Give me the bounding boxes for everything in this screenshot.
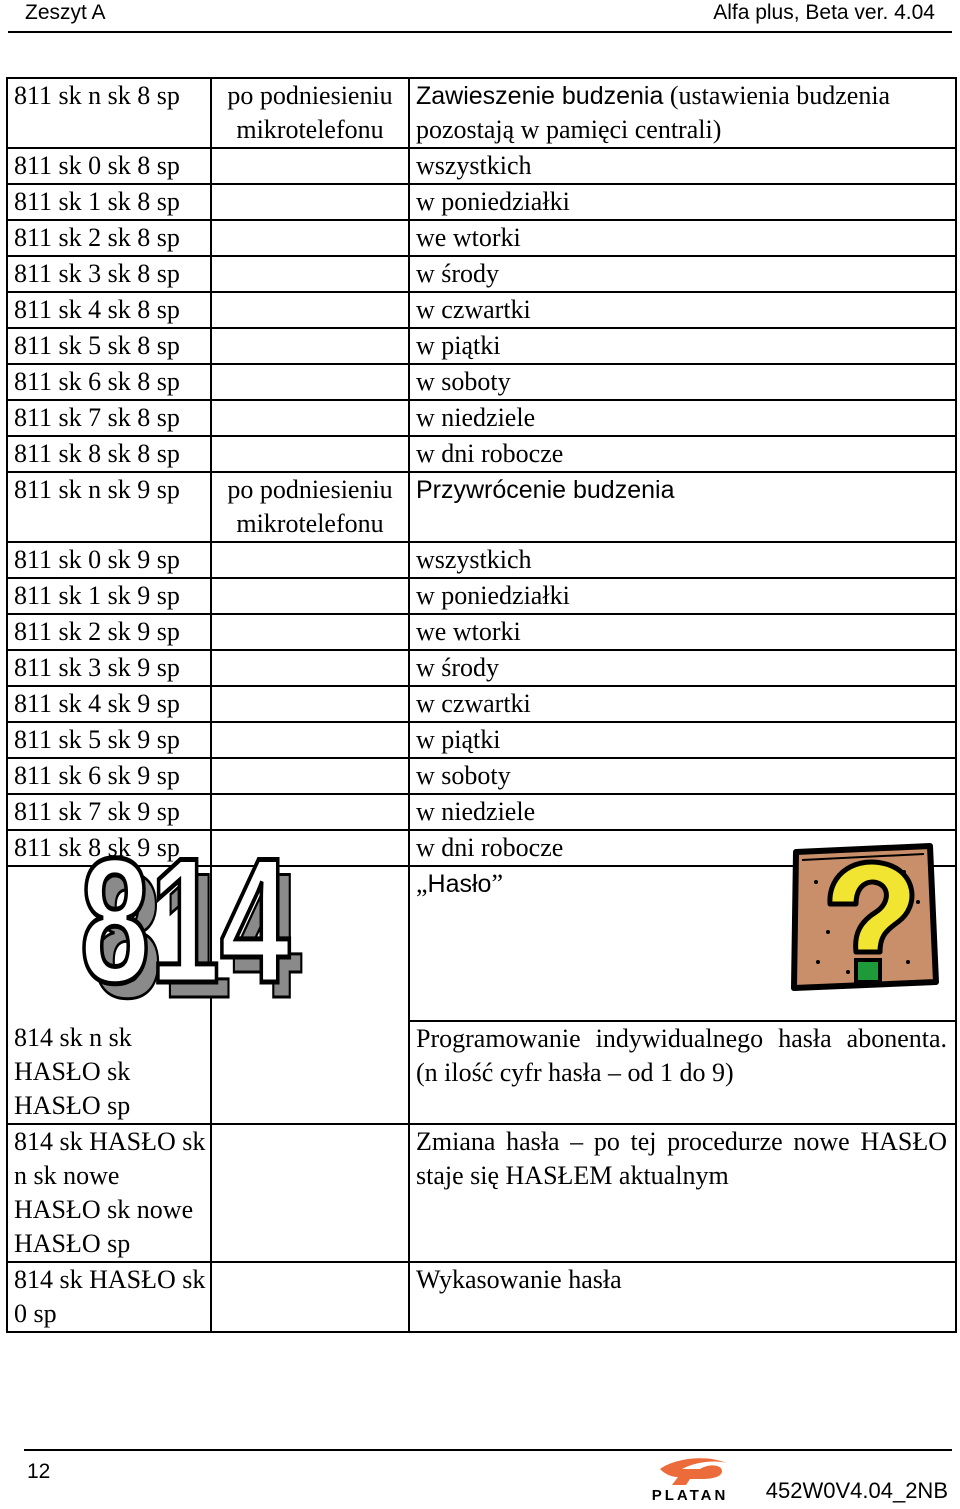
description-cell: wszystkich (409, 542, 956, 578)
code-cell: 811 sk 1 sk 8 sp (7, 184, 211, 220)
description-cell: w środy (409, 650, 956, 686)
header-left: Zeszyt A (25, 1, 106, 24)
table-row (7, 1262, 956, 1332)
table-row (7, 220, 956, 256)
table-row (7, 758, 956, 794)
empty-cell (211, 686, 409, 722)
description-cell: w soboty (409, 364, 956, 400)
empty-cell (211, 1021, 409, 1124)
description-cell: w piątki (409, 722, 956, 758)
big-code-graphic (74, 842, 314, 1002)
empty-cell (211, 364, 409, 400)
section-title-cell: „Hasło” (409, 866, 956, 1021)
section-title: Przywrócenie budzenia (416, 476, 675, 504)
svg-text:814: 814 (92, 842, 302, 1002)
code-cell: 811 sk 2 sk 8 sp (7, 220, 211, 256)
description-cell: Zmiana hasła – po tej procedurze nowe HASŁO staje się HASŁEM aktualnym (409, 1124, 956, 1262)
description-cell: Zawieszenie budzenia (ustawienia budzenia pozostają w pamięci centrali) (409, 78, 956, 148)
description-cell: Wykasowanie hasła (409, 1262, 956, 1332)
table-row (7, 1021, 956, 1124)
code-cell: 811 sk 8 sk 9 sp (7, 830, 211, 866)
condition-cell: po podniesieniu mikrotelefonu (211, 472, 409, 542)
code-cell: 811 sk 5 sk 8 sp (7, 328, 211, 364)
code-cell: 811 sk 0 sk 8 sp (7, 148, 211, 184)
empty-cell (211, 722, 409, 758)
code-cell: 811 sk 6 sk 9 sp (7, 758, 211, 794)
code-cell: 811 sk 1 sk 9 sp (7, 578, 211, 614)
table-row (7, 78, 956, 148)
section-title: Zawieszenie budzenia (416, 82, 664, 110)
code-cell: 811 sk 4 sk 8 sp (7, 292, 211, 328)
section-title: Hasło (427, 870, 492, 898)
code-cell: 811 sk 3 sk 8 sp (7, 256, 211, 292)
code-cell: 811 sk 0 sk 9 sp (7, 542, 211, 578)
svg-text:814: 814 (80, 842, 290, 1002)
empty-cell (211, 148, 409, 184)
code-cell: 811 sk n sk 9 sp (7, 472, 211, 542)
table-row (7, 578, 956, 614)
code-cell: 814 sk n sk HASŁO sk HASŁO sp (7, 1021, 211, 1124)
empty-cell (211, 578, 409, 614)
empty-cell (211, 1124, 409, 1262)
code-cell: 811 sk 3 sk 9 sp (7, 650, 211, 686)
table-row (7, 256, 956, 292)
description-cell: w poniedziałki (409, 578, 956, 614)
code-cell: 811 sk 4 sk 9 sp (7, 686, 211, 722)
empty-cell (211, 614, 409, 650)
description-cell: we wtorki (409, 614, 956, 650)
description-cell: w piątki (409, 328, 956, 364)
description-cell: Programowanie indywidualnego hasła abonenta. (n ilość cyfr hasła – od 1 do 9) (409, 1021, 956, 1124)
description-cell (409, 472, 956, 542)
footer-divider (24, 1449, 952, 1451)
table-row (7, 148, 956, 184)
description-cell: we wtorki (409, 220, 956, 256)
table-row (7, 328, 956, 364)
empty-cell (211, 256, 409, 292)
code-cell: 811 sk n sk 8 sp (7, 78, 211, 148)
table-row (7, 794, 956, 830)
description-cell: w czwartki (409, 292, 956, 328)
empty-cell (211, 650, 409, 686)
document-id: 452W0V4.04_2NB (765, 1478, 948, 1503)
table-row (7, 436, 956, 472)
platan-logo (626, 1455, 754, 1503)
empty-cell (211, 328, 409, 364)
svg-text:PLATAN: PLATAN (651, 1487, 729, 1503)
table-row (7, 1124, 956, 1262)
empty-cell (211, 400, 409, 436)
codes-table (6, 77, 957, 1333)
header-right: Alfa plus, Beta ver. 4.04 (713, 1, 935, 24)
code-cell: 811 sk 5 sk 9 sp (7, 722, 211, 758)
table-row (7, 650, 956, 686)
empty-cell (211, 758, 409, 794)
condition-cell: po podniesieniu mikrotelefonu (211, 78, 409, 148)
code-cell: 811 sk 7 sk 9 sp (7, 794, 211, 830)
empty-cell (211, 436, 409, 472)
code-cell: 814 sk HASŁO sk n sk nowe HASŁO sk nowe HASŁO sp (7, 1124, 211, 1262)
empty-cell (211, 1262, 409, 1332)
page-header (0, 0, 960, 30)
table-row (7, 364, 956, 400)
empty-cell (211, 220, 409, 256)
table-row (7, 686, 956, 722)
description-cell: w niedziele (409, 400, 956, 436)
description-cell: w soboty (409, 758, 956, 794)
description-cell: w poniedziałki (409, 184, 956, 220)
table-row (7, 542, 956, 578)
description-cell: w dni robocze (409, 436, 956, 472)
code-cell: 814 sk HASŁO sk 0 sp (7, 1262, 211, 1332)
empty-cell (211, 542, 409, 578)
table-row (7, 400, 956, 436)
empty-cell (211, 794, 409, 830)
code-cell: 811 sk 8 sk 8 sp (7, 436, 211, 472)
description-cell: w niedziele (409, 794, 956, 830)
header-divider (8, 31, 952, 33)
code-cell: 811 sk 2 sk 9 sp (7, 614, 211, 650)
description-cell: wszystkich (409, 148, 956, 184)
table-row (7, 292, 956, 328)
question-mark-icon (788, 842, 940, 992)
big-code-text (80, 842, 290, 1002)
description-cell: w dni robocze (409, 830, 956, 866)
code-cell: 811 sk 6 sk 8 sp (7, 364, 211, 400)
table-row (7, 614, 956, 650)
table-row (7, 184, 956, 220)
description-cell: w środy (409, 256, 956, 292)
code-cell: 811 sk 7 sk 8 sp (7, 400, 211, 436)
table-row (7, 472, 956, 542)
table-row (7, 722, 956, 758)
empty-cell (211, 292, 409, 328)
empty-cell (211, 184, 409, 220)
description-cell: w czwartki (409, 686, 956, 722)
page-number: 12 (27, 1460, 51, 1483)
